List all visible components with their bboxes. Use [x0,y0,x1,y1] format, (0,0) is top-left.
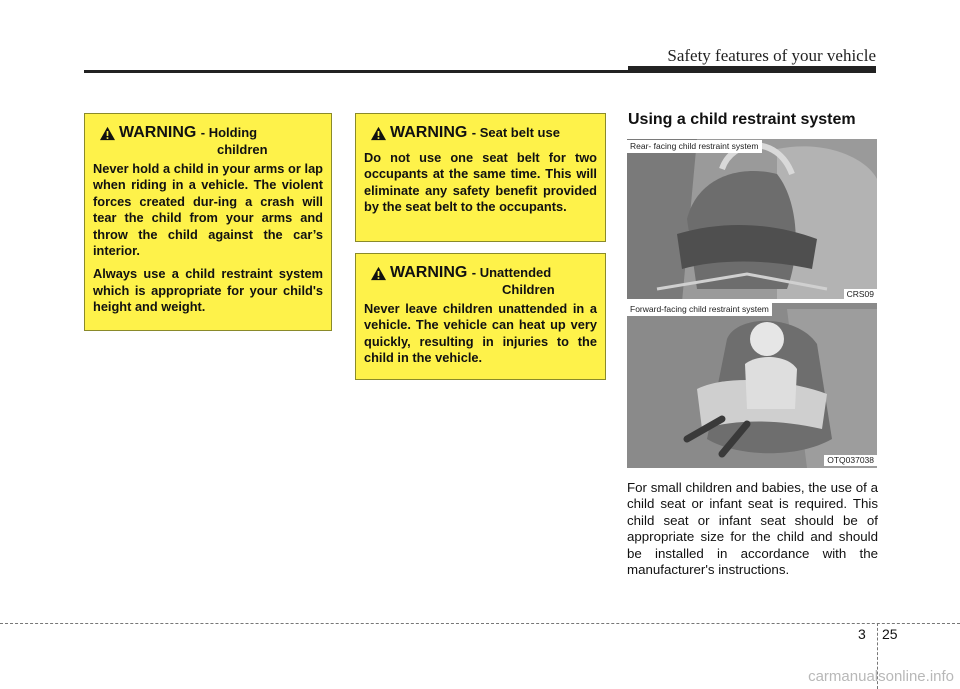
figure-code-bottom: OTQ037038 [824,455,877,466]
warning-heading [364,124,597,144]
footer-dashed-rule [0,623,960,624]
warning-heading [93,124,323,157]
page-header-title: Safety features of your vehicle [667,46,876,65]
child-seat-illustration [627,139,877,468]
warning-label: WARNING [390,124,468,141]
figure-code-top: CRS09 [844,289,877,300]
warning-topic: - Holding [200,125,258,140]
warning-holding-children [84,113,332,331]
warning-topic: - Seat belt use [471,125,560,140]
warning-topic: - Unattended [471,265,552,280]
figure-caption-forward-facing: Forward-facing child restraint system [627,303,772,316]
warning-heading [364,264,597,297]
warning-paragraph: Never hold a child in your arms or lap when riding in a vehicle. The violent forces created dur-ing a crash will tear the child from your arms and throw the child against the car’s interior. [93,161,323,259]
warning-seat-belt-use [355,113,606,242]
chapter-number: 3 [858,626,866,642]
warning-triangle-icon [370,266,387,281]
warning-topic-line2: children [217,142,268,157]
page-number: 25 [882,626,898,642]
watermark: carmanualsonline.info [808,668,954,685]
warning-paragraph: Always use a child restraint system which is appropriate for your child's height and weight. [93,266,323,315]
warning-triangle-icon [99,126,116,141]
header-rule-tab [628,66,876,73]
warning-paragraph: Do not use one seat belt for two occupants at the same time. This will eliminate any safety benefit provided by the seat belt to the occupants. [364,150,597,215]
warning-triangle-icon [370,126,387,141]
warning-label: WARNING [390,264,468,281]
warning-unattended-children [355,253,606,380]
body-paragraph: For small children and babies, the use of a child seat or infant seat is required. This child seat or infant seat should be of appropriate size for the child and should be installed in accordance with the manufacturer's instructions. [627,480,878,578]
warning-label: WARNING [119,124,197,141]
section-title: Using a child restraint system [628,111,856,128]
warning-topic-line2: Children [502,282,555,297]
warning-paragraph: Never leave children unattended in a vehicle. The vehicle can heat up very quickly, resulting in injuries to the child in the vehicle. [364,301,597,366]
figure-caption-rear-facing: Rear- facing child restraint system [627,140,762,153]
